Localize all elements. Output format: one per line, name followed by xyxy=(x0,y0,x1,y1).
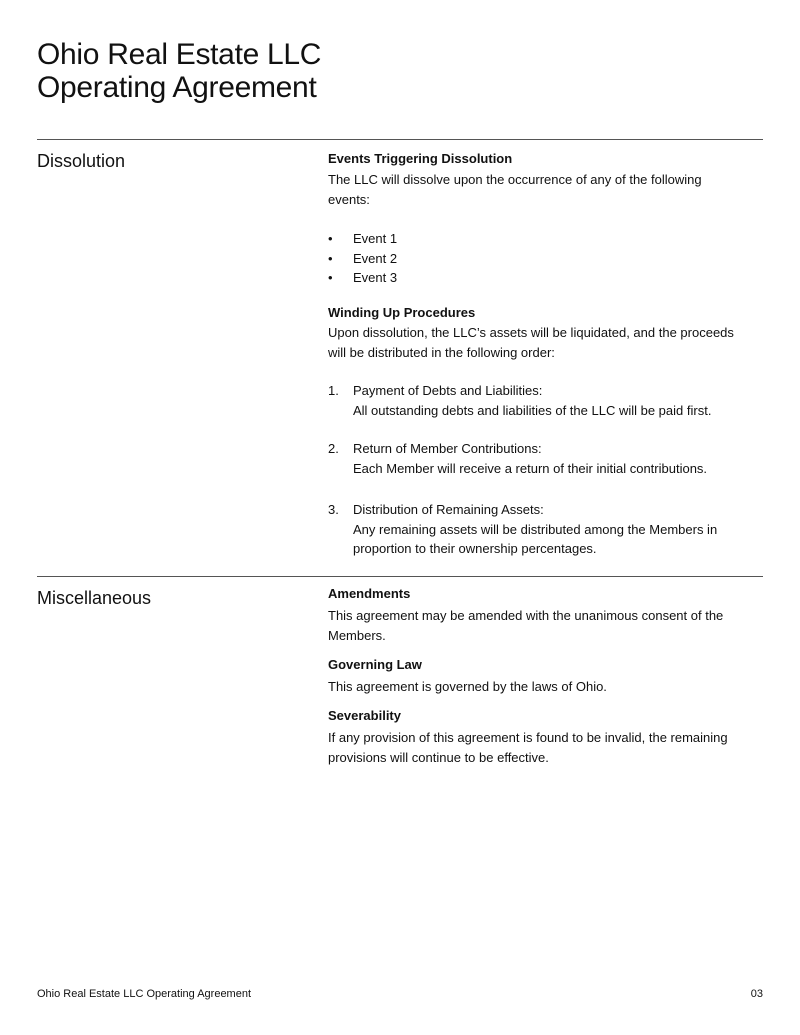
item-title: Distribution of Remaining Assets: xyxy=(353,502,544,517)
item-text: Each Member will receive a return of their initial contributions. xyxy=(353,461,708,476)
page-number: 03 xyxy=(750,988,763,1000)
amendments-heading: Amendments xyxy=(328,586,411,601)
bullet-icon: • xyxy=(328,251,333,266)
text-line: Upon dissolution, the LLC’s assets will be liquidated, and the proceeds xyxy=(328,325,734,340)
page-title xyxy=(37,38,321,104)
event-text: Event 2 xyxy=(353,251,398,266)
footer-title: Ohio Real Estate LLC Operating Agreement xyxy=(37,988,252,1000)
item-text: proportion to their ownership percentages. xyxy=(353,541,597,556)
section-label-miscellaneous: Miscellaneous xyxy=(37,588,152,608)
title-line-2: Operating Agreement xyxy=(37,71,317,104)
governing-law-heading: Governing Law xyxy=(328,657,422,672)
item-number: 3. xyxy=(328,502,339,517)
severability-text xyxy=(328,728,758,768)
item-number: 1. xyxy=(328,383,339,398)
title-line-1: Ohio Real Estate LLC xyxy=(37,38,322,71)
amendments-text xyxy=(328,606,758,646)
text-line: will be distributed in the following order: xyxy=(328,345,555,360)
text-line: provisions will continue to be effective. xyxy=(328,750,549,765)
winding-intro xyxy=(328,323,758,363)
text-line: events: xyxy=(328,192,370,207)
item-number: 2. xyxy=(328,441,339,456)
text-line: This agreement may be amended with the unanimous consent of the xyxy=(328,608,724,623)
event-text: Event 3 xyxy=(353,270,398,285)
events-heading: Events Triggering Dissolution xyxy=(328,151,513,166)
event-text: Event 1 xyxy=(353,231,398,246)
bullet-icon: • xyxy=(328,231,333,246)
section-label-dissolution: Dissolution xyxy=(37,151,126,171)
item-title: Return of Member Contributions: xyxy=(353,441,542,456)
governing-law-text: This agreement is governed by the laws of Ohio. xyxy=(328,679,607,694)
text-line: The LLC will dissolve upon the occurrence of any of the following xyxy=(328,172,702,187)
text-line: Members. xyxy=(328,628,386,643)
divider xyxy=(37,576,763,577)
item-title: Payment of Debts and Liabilities: xyxy=(353,383,543,398)
item-text: Any remaining assets will be distributed among the Members in xyxy=(353,522,718,537)
severability-heading: Severability xyxy=(328,708,401,723)
divider xyxy=(37,139,763,140)
bullet-icon: • xyxy=(328,270,333,285)
winding-heading: Winding Up Procedures xyxy=(328,305,476,320)
text-line: If any provision of this agreement is found to be invalid, the remaining xyxy=(328,730,728,745)
item-text: All outstanding debts and liabilities of the LLC will be paid first. xyxy=(353,403,712,418)
events-intro xyxy=(328,170,758,210)
